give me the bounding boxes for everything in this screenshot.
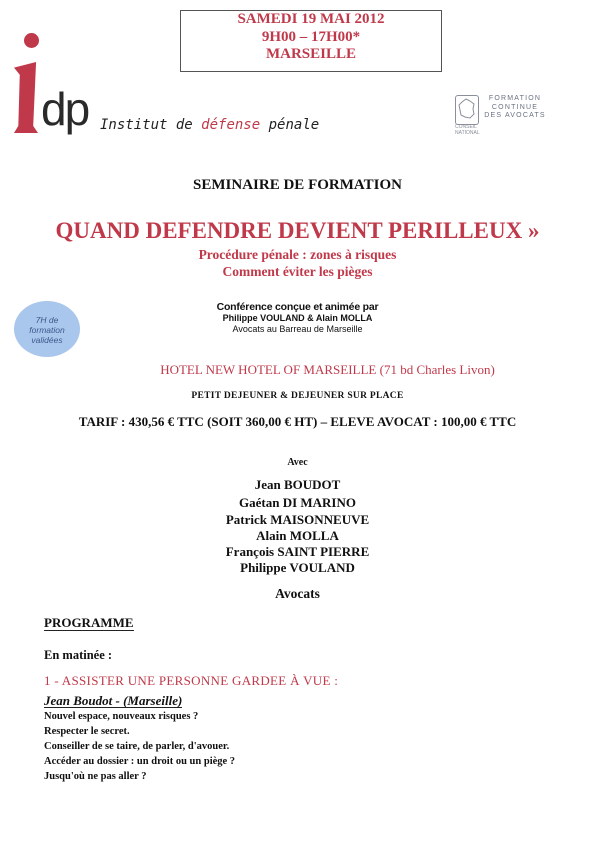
- lawyer-name: Gaétan DI MARINO: [239, 495, 356, 510]
- lawyer-name: Alain MOLLA: [256, 528, 339, 543]
- meals-info: PETIT DEJEUNER & DEJEUNER SUR PLACE: [191, 391, 404, 401]
- speaker-name: Jean Boudot - (Marseille): [44, 693, 183, 708]
- section-1-title: 1 - ASSISTER UNE PERSONNE GARDEE À VUE :: [44, 673, 339, 688]
- programme-heading: PROGRAMME: [44, 615, 134, 630]
- badge-line-3: validées: [31, 335, 63, 345]
- cnb-text: [455, 125, 480, 136]
- cnb-line-2: NATIONAL: [455, 129, 480, 136]
- logo-letters: dp: [41, 83, 89, 135]
- conference-bar: Avocats au Barreau de Marseille: [232, 324, 363, 334]
- badge-line-1: 7H de: [35, 315, 59, 325]
- venue: HOTEL NEW HOTEL OF MARSEILLE (71 bd Charles Livon): [160, 362, 495, 377]
- france-map-icon: [455, 95, 479, 125]
- event-date-box: [180, 10, 442, 72]
- fc-line-1: FORMATION: [488, 95, 542, 102]
- fc-line-3: DES AVOCATS: [484, 112, 546, 119]
- with-label: Avec: [287, 457, 308, 468]
- logo-letter-i: [14, 62, 38, 133]
- subtitle-1: Procédure pénale : zones à risques: [198, 247, 397, 262]
- seminar-heading: SEMINAIRE DE FORMATION: [193, 177, 402, 193]
- conference-intro: Conférence conçue et animée par: [216, 301, 379, 313]
- morning-label: En matinée :: [44, 648, 113, 662]
- institute-name-accent: défense: [201, 117, 261, 133]
- main-title: QUAND DEFENDRE DEVIENT PERILLEUX »: [55, 218, 540, 243]
- conference-hosts: Philippe VOULAND & Alain MOLLA: [222, 313, 373, 323]
- formation-continue-logo: [455, 95, 547, 137]
- event-city: MARSEILLE: [265, 46, 357, 62]
- event-date: SAMEDI 19 MAI 2012: [237, 11, 385, 27]
- cnb-line-1: CONSEIL: [455, 124, 477, 130]
- lawyer-name: François SAINT PIERRE: [225, 544, 370, 559]
- topic-item: Nouvel espace, nouveaux risques ?: [44, 711, 199, 722]
- subtitle-2: Comment éviter les pièges: [222, 264, 373, 279]
- topic-item: Respecter le secret.: [44, 726, 130, 737]
- logo-dot: [24, 33, 39, 48]
- institute-name-suffix: pénale: [260, 117, 320, 133]
- lawyer-name: Patrick MAISONNEUVE: [225, 512, 370, 527]
- lawyer-name: Philippe VOULAND: [240, 560, 355, 575]
- lawyers-label: Avocats: [275, 586, 320, 601]
- price-info: TARIF : 430,56 € TTC (SOIT 360,00 € HT) – ELEVE AVOCAT : 100,00 € TTC: [78, 414, 517, 429]
- topic-item: Jusqu'où ne pas aller ?: [44, 771, 147, 782]
- topic-item: Accéder au dossier : un droit ou un piège ?: [44, 756, 236, 767]
- institute-name-prefix: Institut de: [100, 117, 202, 133]
- lawyer-name: Jean BOUDOT: [254, 477, 341, 492]
- topic-item: Conseiller de se taire, de parler, d'avouer.: [44, 741, 230, 752]
- event-time: 9H00 – 17H00*: [261, 28, 361, 45]
- formation-continue-text: [482, 95, 548, 121]
- fc-line-2: CONTINUE: [491, 103, 539, 111]
- institute-name: [100, 117, 319, 133]
- badge-line-2: formation: [29, 325, 65, 335]
